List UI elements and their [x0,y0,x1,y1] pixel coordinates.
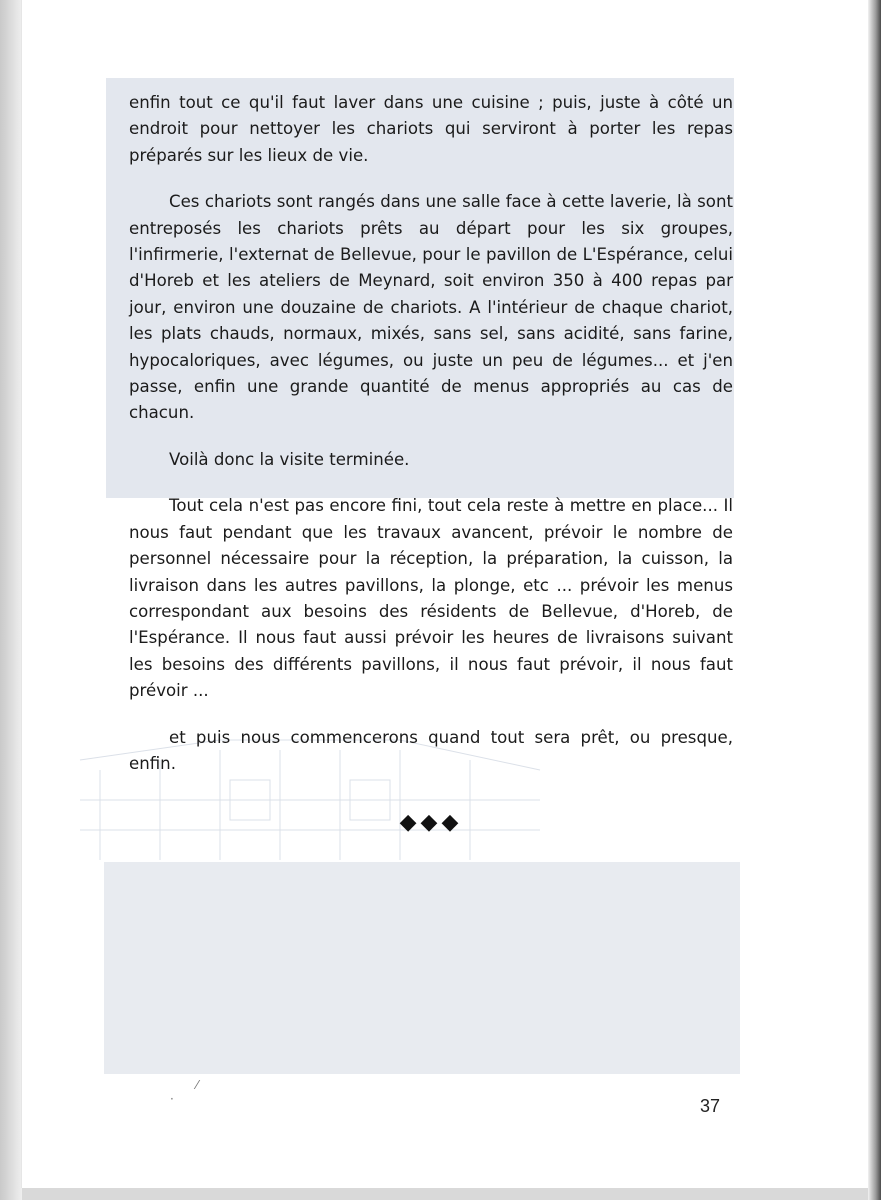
body-text [129,90,733,797]
page-gutter-left [0,0,22,1200]
paragraph-2: Ces chariots sont rangés dans une salle face à cette laverie, là sont entreposés les chariots prêts au départ pour les six groupes, l'infirmerie, l'externat de Bellevue, pour le pavillon de L'Espérance, celui d'Horeb et les ateliers de Meynard, soit environ 350 à 400 repas par jour, environ une douzaine de chariots. A l'intérieur de chaque chariot, les plats chauds, normaux, mixés, sans sel, sans acidité, sans farine, hypocaloriques, avec légumes, ou juste un peu de légumes... et j'en passe, enfin une grande quantité de menus appropriés au cas de chacun. [129,192,733,423]
paragraph-4: Tout cela n'est pas encore fini, tout cela reste à mettre en place... Il nous faut pendant que les travaux avancent, prévoir le nombre de personnel nécessaire pour la réception, la préparation, la cuisson, la livraison dans les autres pavillons, la plonge, etc ... prévoir les menus correspondant aux besoins des résidents de Bellevue, d'Horeb, de l'Espérance. Il nous faut aussi prévoir les heures de livraisons suivant les besoins des différents pavillons, il nous faut prévoir, il nous faut prévoir ... [129,496,733,701]
section-divider-ornament: ◆◆◆ [399,810,463,835]
paragraph-1: enfin tout ce qu'il faut laver dans une cuisine ; puis, juste à côté un endroit pour nettoyer les chariots qui serviront à porter les repas préparés sur les lieux de vie. [129,93,733,165]
background-panel-bottom [104,862,740,1074]
paper-speck: · [170,1092,174,1106]
paragraph-3: Voilà donc la visite terminée. [169,449,410,469]
page-number: 37 [700,1096,721,1116]
page-edge-right [868,0,881,1200]
paper-speck: ⁄ [196,1078,199,1092]
paragraph-5: et puis nous commencerons quand tout sera prêt, ou presque, enfin. [129,727,733,773]
